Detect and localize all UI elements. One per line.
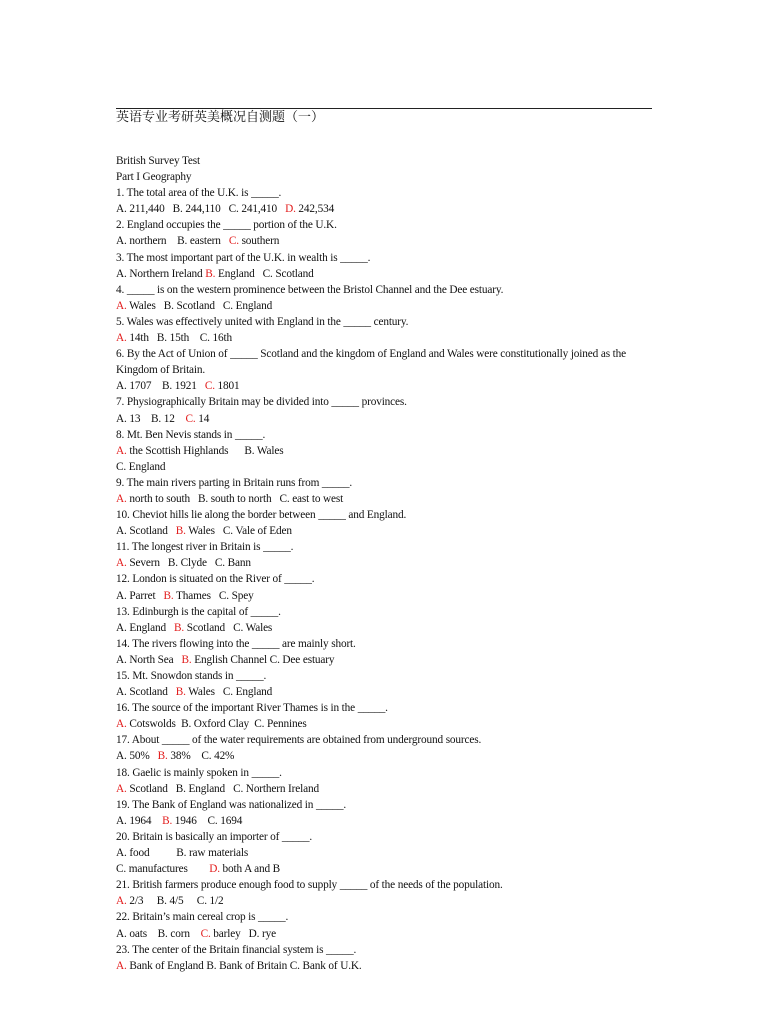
line-text: A. Northern Ireland bbox=[116, 267, 206, 280]
line-text: A. food B. raw materials bbox=[116, 847, 249, 860]
text-line bbox=[116, 555, 656, 571]
answer-marker: A. bbox=[116, 895, 127, 908]
line-text: 13. Edinburgh is the capital of _____. bbox=[116, 605, 281, 618]
line-text: 6. By the Act of Union of _____ Scotland and the kingdom of England and Wales were constitutionally joined as the Kingdom of Britain. bbox=[116, 348, 626, 377]
line-text: C. manufactures bbox=[116, 863, 210, 876]
text-line bbox=[116, 926, 656, 942]
line-text: 9. The main rivers parting in Britain runs from _____. bbox=[116, 476, 353, 489]
line-text: 15. Mt. Snowdon stands in _____. bbox=[116, 670, 267, 682]
answer-marker: A. bbox=[116, 782, 127, 795]
answer-marker: B. bbox=[175, 525, 186, 538]
line-text: Wales C. England bbox=[185, 686, 273, 699]
text-line bbox=[116, 716, 656, 732]
answer-marker: B. bbox=[162, 814, 173, 827]
text-line bbox=[116, 797, 656, 813]
document-title: 英语专业考研英美概况自测题（一） bbox=[116, 109, 325, 124]
text-line bbox=[116, 539, 656, 555]
text-line bbox=[116, 507, 656, 523]
text-line bbox=[116, 298, 656, 314]
line-text: English Channel C. Dee estuary bbox=[191, 653, 335, 666]
text-line bbox=[116, 845, 656, 861]
text-line bbox=[116, 491, 656, 507]
line-text: 17. About _____ of the water requirements are obtained from underground sources. bbox=[116, 734, 482, 747]
text-line bbox=[116, 153, 656, 169]
line-text: 20. Britain is basically an importer of _____. bbox=[116, 830, 313, 843]
line-text: Wales B. Scotland C. England bbox=[126, 299, 273, 312]
line-text: 2/3 B. 4/5 C. 1/2 bbox=[126, 895, 224, 908]
line-text: 12. London is situated on the River of _____. bbox=[116, 573, 315, 586]
text-line bbox=[116, 217, 656, 233]
text-line bbox=[116, 588, 656, 604]
line-text: 14 bbox=[195, 412, 210, 425]
text-line bbox=[116, 201, 656, 217]
answer-marker: B. bbox=[175, 686, 186, 699]
line-text: Scotland B. England C. Northern Ireland bbox=[126, 782, 319, 795]
line-text: 1946 C. 1694 bbox=[172, 814, 243, 827]
text-line bbox=[116, 942, 656, 958]
answer-marker: B. bbox=[173, 621, 185, 634]
text-line bbox=[116, 861, 656, 877]
answer-marker: A. bbox=[116, 444, 127, 457]
answer-marker: B. bbox=[181, 653, 192, 666]
text-line bbox=[116, 330, 656, 346]
text-line bbox=[116, 427, 656, 443]
line-text: 2. England occupies the _____ portion of the U.K. bbox=[116, 219, 337, 232]
answer-marker: C. bbox=[228, 235, 239, 248]
text-line bbox=[116, 266, 656, 282]
line-text: A. 13 B. 12 bbox=[116, 412, 186, 425]
text-line bbox=[116, 958, 656, 974]
line-text: Scotland C. Wales bbox=[184, 621, 273, 634]
text-line bbox=[116, 893, 656, 909]
text-line bbox=[116, 877, 656, 893]
answer-marker: A. bbox=[116, 492, 127, 505]
text-line bbox=[116, 394, 656, 410]
text-line bbox=[116, 475, 656, 491]
line-text: Wales C. Vale of Eden bbox=[185, 525, 292, 538]
text-line bbox=[116, 700, 656, 716]
line-text: 8. Mt. Ben Nevis stands in _____. bbox=[116, 428, 266, 441]
line-text: Part I Geography bbox=[116, 171, 192, 184]
text-line bbox=[116, 829, 656, 845]
line-text: 11. The longest river in Britain is _____. bbox=[116, 541, 294, 554]
answer-marker: A. bbox=[116, 557, 127, 570]
answer-marker: D. bbox=[209, 863, 220, 876]
answer-marker: C. bbox=[204, 380, 215, 393]
text-line bbox=[116, 378, 656, 394]
line-text: England C. Scotland bbox=[215, 267, 314, 280]
answer-marker: A. bbox=[116, 718, 127, 731]
text-line bbox=[116, 781, 656, 797]
text-line bbox=[116, 459, 656, 475]
text-line bbox=[116, 314, 656, 330]
line-text: 21. British farmers produce enough food to supply _____ of the needs of the population. bbox=[116, 879, 503, 892]
line-text: 7. Physiographically Britain may be divided into _____ provinces. bbox=[116, 396, 407, 409]
text-line bbox=[116, 523, 656, 539]
line-text: A. Scotland bbox=[116, 525, 176, 538]
line-text: A. 1964 bbox=[116, 814, 163, 827]
text-line bbox=[116, 233, 656, 249]
answer-marker: A. bbox=[116, 959, 127, 972]
line-text: 3. The most important part of the U.K. in wealth is _____. bbox=[116, 251, 371, 264]
line-text: Bank of England B. Bank of Britain C. Bank of U.K. bbox=[126, 959, 362, 972]
document-body bbox=[116, 153, 656, 974]
text-line bbox=[116, 732, 656, 748]
line-text: 22. Britain’s main cereal crop is _____. bbox=[116, 911, 289, 924]
line-text: 18. Gaelic is mainly spoken in _____. bbox=[116, 766, 282, 779]
text-line bbox=[116, 684, 656, 700]
line-text: 14. The rivers flowing into the _____ are mainly short. bbox=[116, 637, 356, 650]
line-text: 5. Wales was effectively united with England in the _____ century. bbox=[116, 315, 409, 328]
line-text: southern bbox=[238, 235, 280, 248]
line-text: A. Parret bbox=[116, 589, 164, 602]
answer-marker: C. bbox=[200, 927, 211, 940]
answer-marker: A. bbox=[116, 332, 127, 345]
answer-marker: B. bbox=[157, 750, 168, 763]
line-text: both A and B bbox=[219, 863, 281, 876]
text-line bbox=[116, 765, 656, 781]
text-line bbox=[116, 169, 656, 185]
line-text: C. England bbox=[116, 460, 166, 473]
line-text: A. Scotland bbox=[116, 686, 176, 699]
line-text: British Survey Test bbox=[116, 155, 201, 167]
line-text: A. 50% bbox=[116, 750, 158, 763]
text-line bbox=[116, 185, 656, 201]
text-line bbox=[116, 346, 656, 378]
line-text: 23. The center of the Britain financial system is _____. bbox=[116, 943, 357, 956]
text-line bbox=[116, 636, 656, 652]
line-text: A. England bbox=[116, 621, 174, 634]
answer-marker: A. bbox=[116, 299, 127, 312]
line-text: A. North Sea bbox=[116, 653, 182, 666]
text-line bbox=[116, 652, 656, 668]
answer-marker: D. bbox=[285, 203, 296, 216]
answer-marker: B. bbox=[205, 267, 216, 280]
line-text: 19. The Bank of England was nationalized in _____. bbox=[116, 798, 347, 811]
line-text: 1801 bbox=[214, 380, 240, 393]
text-line bbox=[116, 282, 656, 298]
line-text: A. 1707 B. 1921 bbox=[116, 380, 205, 393]
text-line bbox=[116, 411, 656, 427]
text-line bbox=[116, 909, 656, 925]
line-text: Severn B. Clyde C. Bann bbox=[126, 557, 251, 570]
line-text: A. oats B. corn bbox=[116, 927, 201, 940]
line-text: 242,534 bbox=[295, 203, 335, 216]
line-text: 38% C. 42% bbox=[167, 750, 235, 763]
line-text: barley D. rye bbox=[210, 927, 276, 940]
line-text: north to south B. south to north C. east to west bbox=[126, 492, 344, 505]
line-text: Thames C. Spey bbox=[173, 589, 254, 602]
line-text: A. 211,440 B. 244,110 C. 241,410 bbox=[116, 203, 286, 216]
line-text: 10. Cheviot hills lie along the border between _____ and England. bbox=[116, 509, 407, 522]
answer-marker: C. bbox=[185, 412, 196, 425]
line-text: 14th B. 15th C. 16th bbox=[126, 332, 232, 345]
line-text: 16. The source of the important River Thames is in the _____. bbox=[116, 702, 388, 715]
line-text: 4. _____ is on the western prominence between the Bristol Channel and the Dee estuary. bbox=[116, 283, 504, 296]
line-text: 1. The total area of the U.K. is _____. bbox=[116, 187, 282, 200]
text-line bbox=[116, 571, 656, 587]
text-line bbox=[116, 748, 656, 764]
text-line bbox=[116, 813, 656, 829]
text-line bbox=[116, 250, 656, 266]
line-text: A. northern B. eastern bbox=[116, 235, 229, 248]
text-line bbox=[116, 620, 656, 636]
answer-marker: B. bbox=[163, 589, 174, 602]
text-line bbox=[116, 668, 656, 684]
line-text: the Scottish Highlands B. Wales bbox=[126, 444, 284, 457]
text-line bbox=[116, 443, 656, 459]
text-line bbox=[116, 604, 656, 620]
line-text: Cotswolds B. Oxford Clay C. Pennines bbox=[126, 718, 307, 731]
